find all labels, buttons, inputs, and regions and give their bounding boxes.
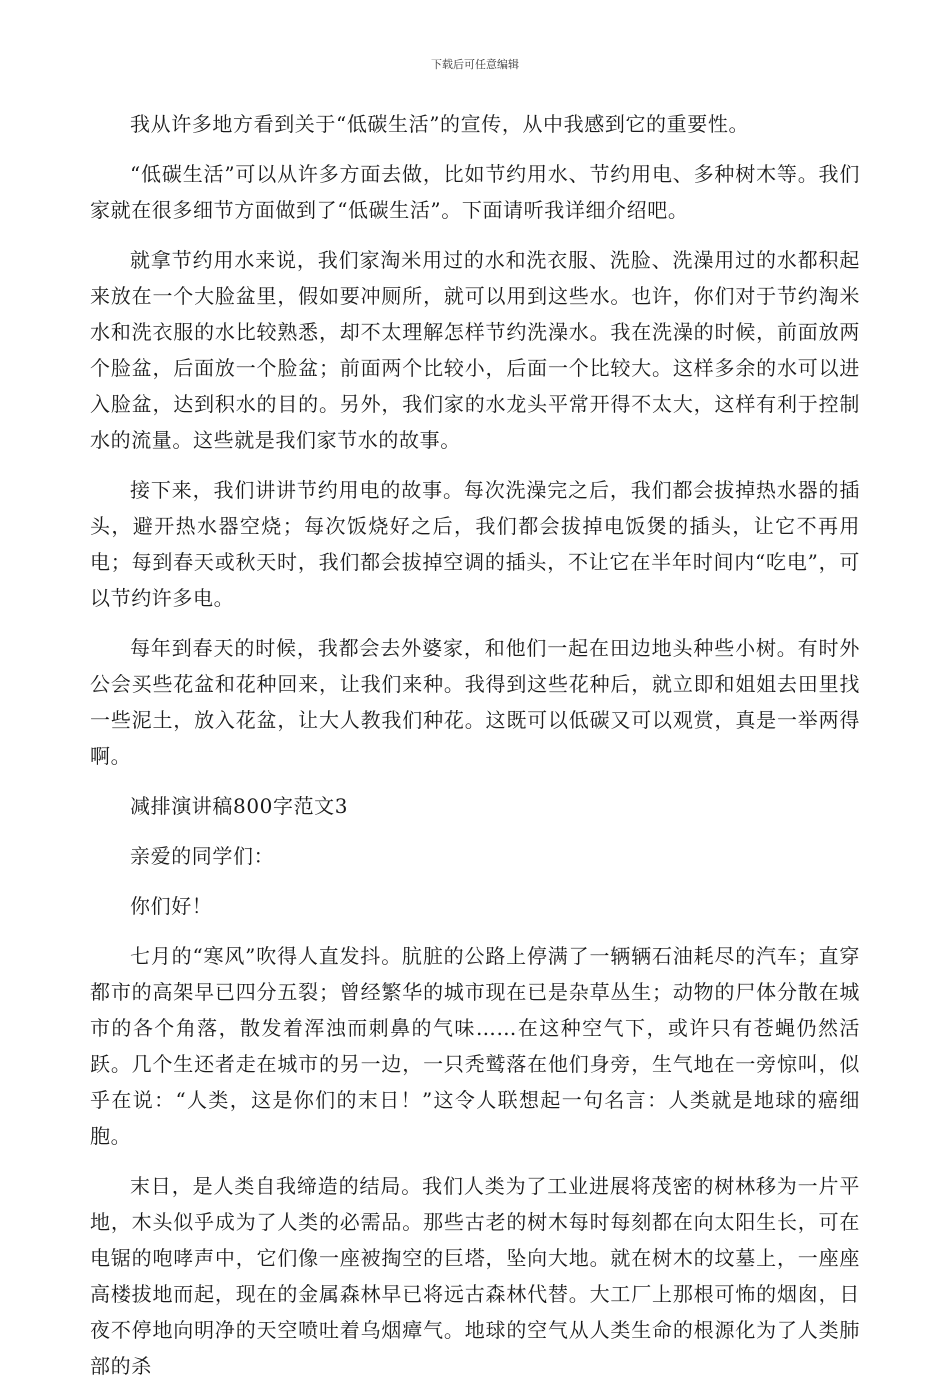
section-title: 减排演讲稿800字范文3	[130, 794, 349, 818]
paragraph-doomsday: 末日，是人类自我缔造的结局。我们人类为了工业进展将茂密的树林移为一片平地，木头似乎成为了人类的必需品。那些古老的树木每时每刻都在向太阳生长，可在电锯的咆哮声中，它们像一座被掏空的巨塔，坠向大地。就在树木的坟墓上，一座座高楼拔地而起，现在的金属森林早已将远古森林代替。大工厂上那根可怖的烟囱，日夜不停地向明净的天空喷吐着乌烟瘴气。地球的空气从人类生命的根源化为了人类肺部的杀	[90, 1174, 860, 1378]
salutation: 亲爱的同学们：	[130, 844, 275, 868]
paragraph-saving-electricity: 接下来，我们讲讲节约用电的故事。每次洗澡完之后，我们都会拔掉热水器的插头，避开热水器空烧；每次饭烧好之后，我们都会拔掉电饭煲的插头，让它不再用电；每到春天或秋天时，我们都会拔掉空调的插头，不让它在半年时间内“吃电”，可以节约许多电。	[90, 478, 860, 610]
paragraph-july-cold-wind: 七月的“寒风”吹得人直发抖。肮脏的公路上停满了一辆辆石油耗尽的汽车；直穿都市的高架早已四分五裂；曾经繁华的城市现在已是杂草丛生；动物的尸体分散在城市的各个角落，散发着浑浊而刺鼻的气味……在这种空气下，或许只有苍蝇仍然活跃。几个生还者走在城市的另一边，一只秃鹫落在他们身旁，生气地在一旁惊叫，似乎在说：“人类，这是你们的末日！”这令人联想起一句名言：人类就是地球的癌细胞。	[90, 944, 860, 1148]
paragraph-intro: 我从许多地方看到关于“低碳生活”的宣传，从中我感到它的重要性。	[130, 112, 750, 136]
paragraph-saving-water: 就拿节约用水来说，我们家淘米用过的水和洗衣服、洗脸、洗澡用过的水都积起来放在一个大脸盆里，假如要冲厕所，就可以用到这些水。也许，你们对于节约淘米水和洗衣服的水比较熟悉，却不太理解怎样节约洗澡水。我在洗澡的时候，前面放两个脸盆，后面放一个脸盆；前面两个比较小，后面一个比较大。这样多余的水可以进入脸盆，达到积水的目的。另外，我们家的水龙头平常开得不太大，这样有利于控制水的流量。这些就是我们家节水的故事。	[90, 248, 860, 452]
page-header: 下载后可任意编辑	[431, 58, 519, 71]
document-body	[90, 106, 860, 1398]
paragraph-low-carbon-aspects: “低碳生活”可以从许多方面去做，比如节约用水、节约用电、多种树木等。我们家就在很多细节方面做到了“低碳生活”。下面请听我详细介绍吧。	[90, 162, 860, 222]
greeting: 你们好！	[130, 894, 213, 918]
paragraph-planting-trees: 每年到春天的时候，我都会去外婆家，和他们一起在田边地头种些小树。有时外公会买些花盆和花种回来，让我们来种。我得到这些花种后，就立即和姐姐去田里找一些泥土，放入花盆，让大人教我们种花。这既可以低碳又可以观赏，真是一举两得啊。	[90, 636, 860, 768]
